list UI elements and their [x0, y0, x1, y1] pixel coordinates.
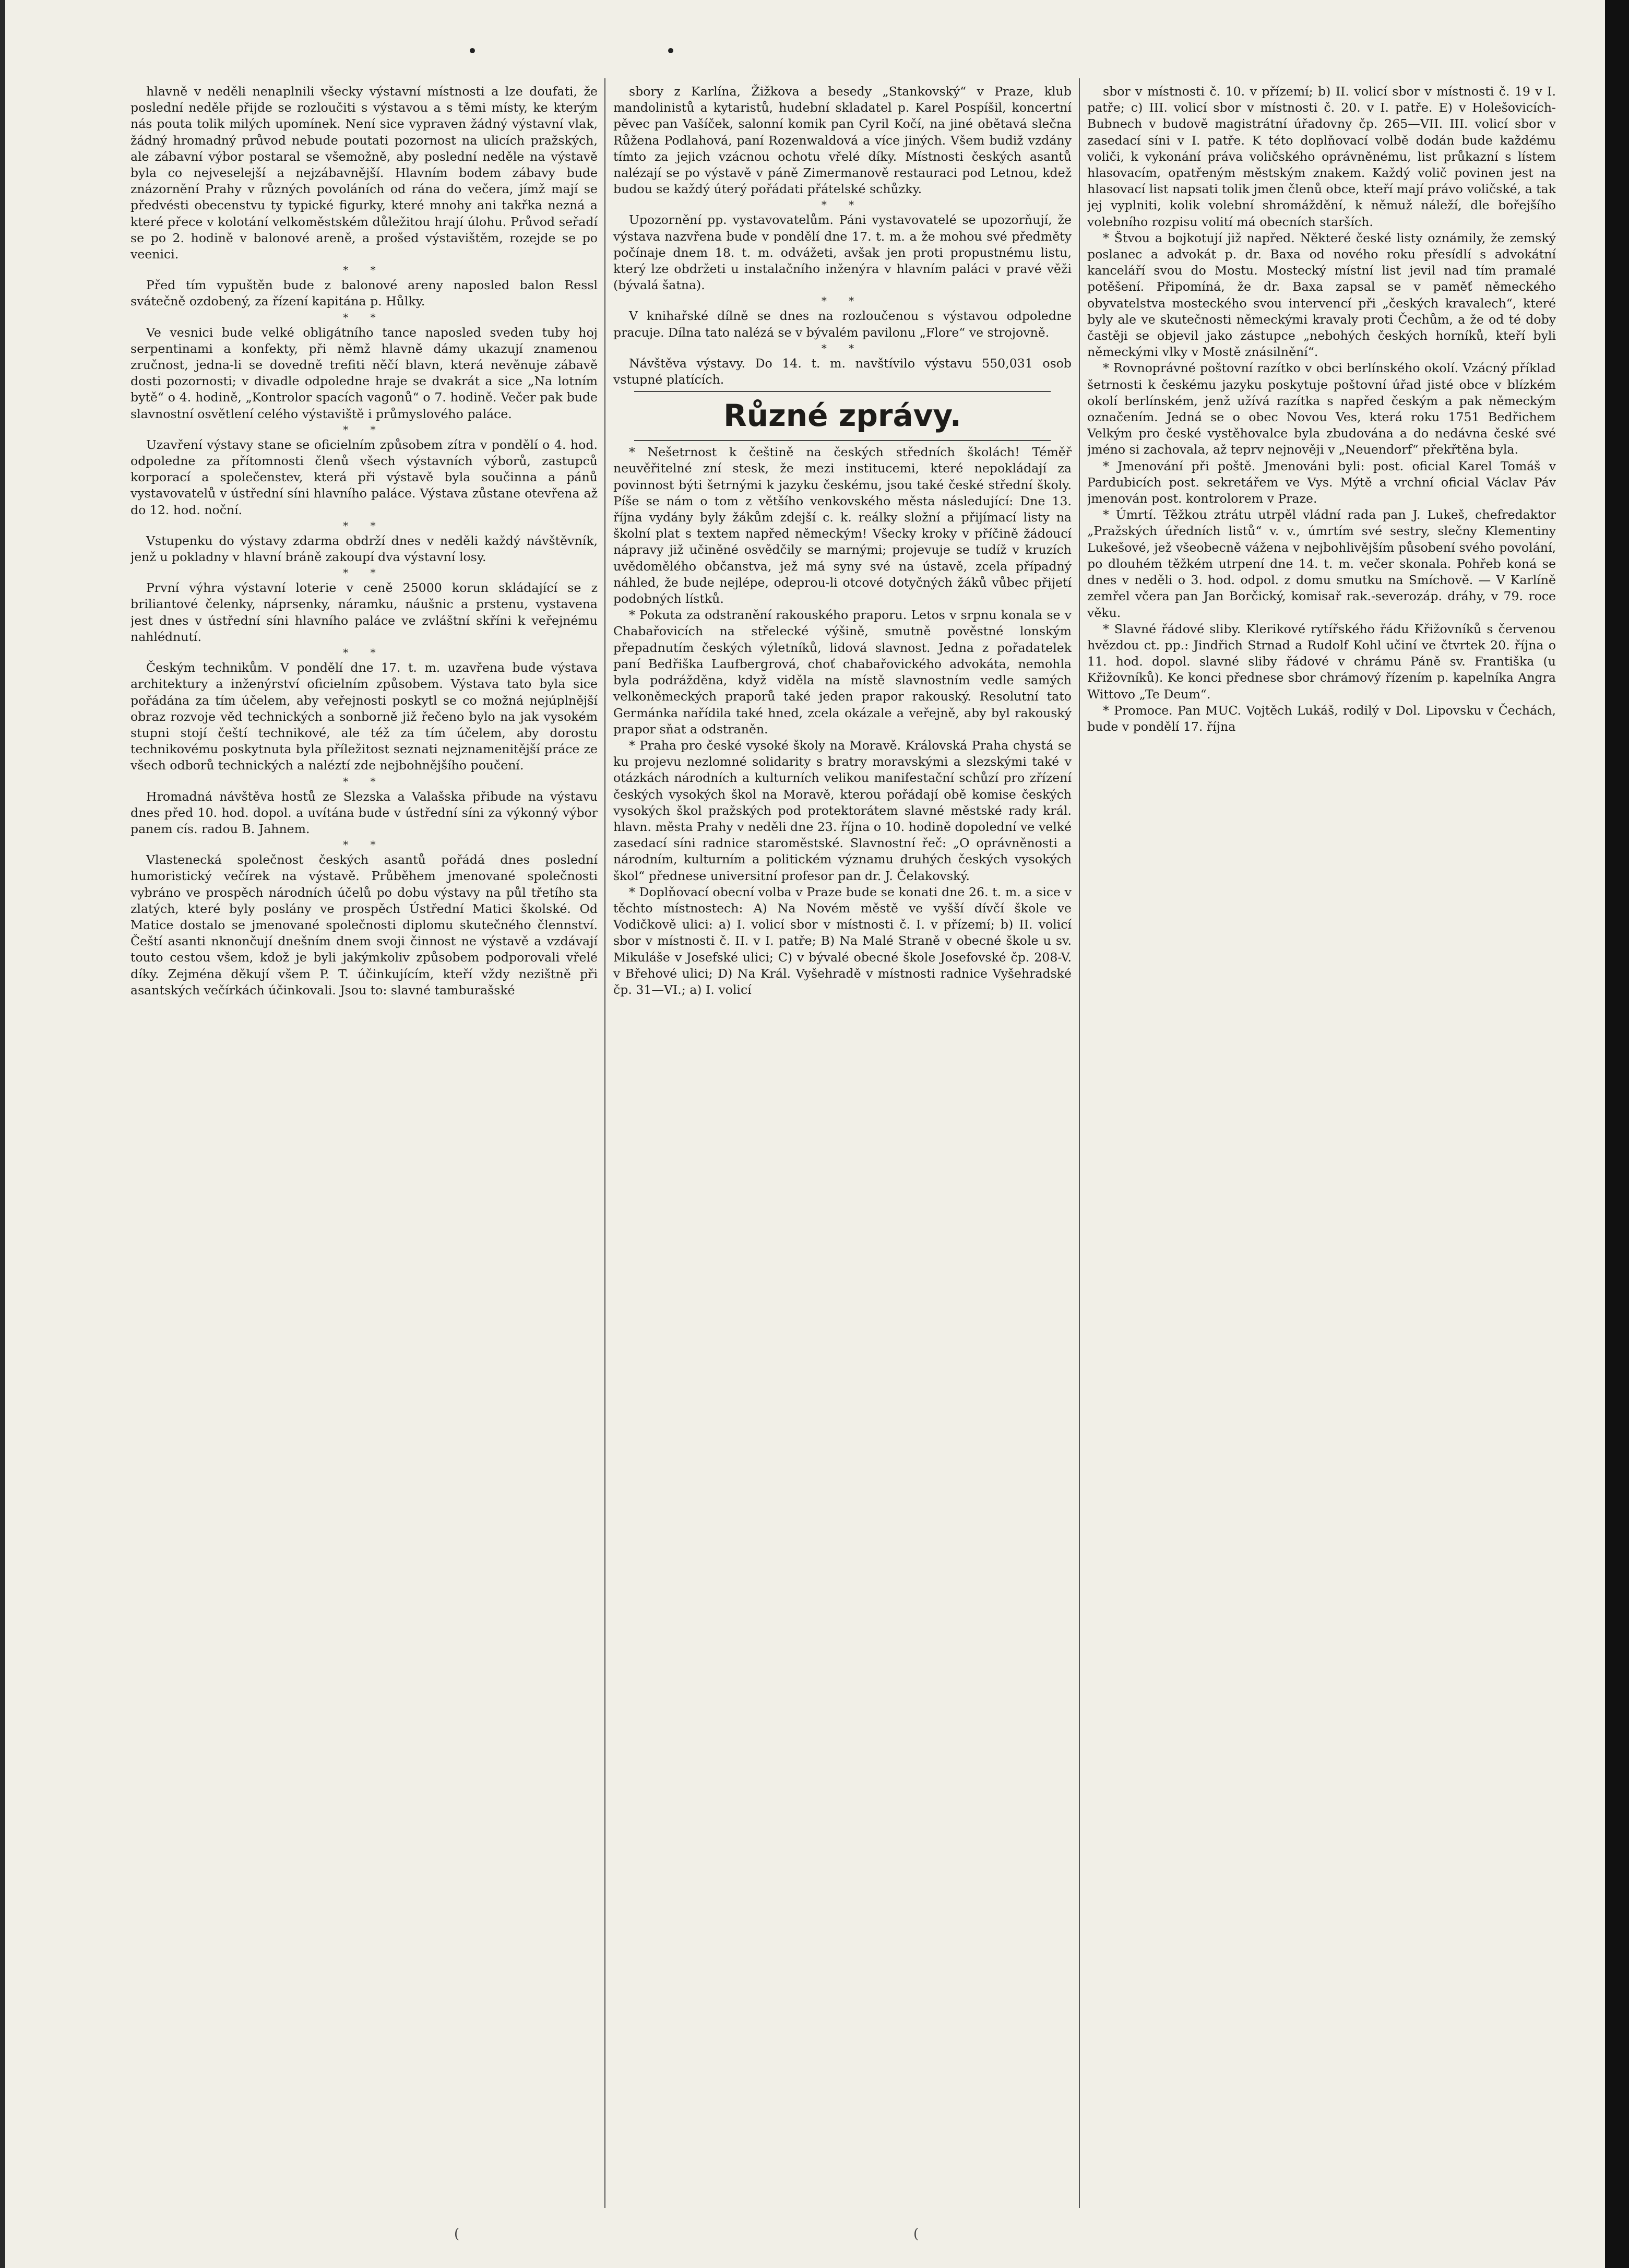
article-paragraph: * Štvou a bojkotují již napřed. Některé české listy oznámily, že zemský poslanec a advokát p. dr. Baxa od nového roku přesídlí s advokátní kanceláří svou do Mostu. Mostecký místní list jevil nad tím pramalé potěšení. Připomíná, že dr. Baxa zapsal se v paměť německého obyvatelstva mosteckého svou intervencí při „českých kravalech“, které byly ale ve skutečnosti německými kravaly proti Čechům, a že od té doby častěji se objevil jako zástupce „nebohých českých horníků, kteří byli německými vlky v Mostě znásilnění“.: [1087, 230, 1556, 360]
article-paragraph: * Promoce. Pan MUC. Vojtěch Lukáš, rodilý v Dol. Lipovsku v Čechách, bude v pondělí 17. října: [1087, 703, 1556, 734]
scan-edge-left: [0, 0, 5, 2268]
article-paragraph: Před tím vypuštěn bude z balonové areny naposled balon Ressl svátečně ozdobený, za řízení kapitána p. Hůlky.: [130, 278, 598, 309]
section-rule: [634, 391, 1051, 392]
article-paragraph: Ve vesnici bude velké obligátního tance naposled sveden tuby hoj serpentinami a konfekty, při němž hlavně dámy ukazují znamenou zručnost, jedna-li se dovedně trefiti něčí blavn, která nevěnuje zábavě dosti pozornosti; v divadle odpoledne hraje se dvakrát a sice „Na lotním bytě“ o 4. hodině, „Kontrolor spacích vagonů“ o 7. hodině. Večer pak bude slavnostní osvětlení celého výstaviště i průmyslového paláce.: [130, 325, 598, 421]
scan-dot-mark: [668, 48, 673, 53]
article-paragraph: Hromadná návštěva hostů ze Slezska a Valašska přibude na výstavu dnes před 10. hod. dopol. a uvítána bude v ústřední síni za výkonný výbor panem cís. radou B. Jahnem.: [130, 789, 598, 836]
article-paragraph: Upozornění pp. vystavovatelům. Páni vystavovatelé se upozorňují, že výstava nazvřena bude v pondělí dne 17. t. m. a že mohou své předměty počínaje dnem 18. t. m. odvážeti, avšak jen proti propustnému listu, který lze obdržeti u instalačního inženýra v hlavním paláci v pravé věži (bývalá šatna).: [613, 212, 1072, 293]
article-paragraph: sbory z Karlína, Žižkova a besedy „Stankovský“ v Praze, klub mandolinistů a kytaristů, hudební skladatel p. Karel Pospíšil, koncertní pěvec pan Vašíček, salonní komik pan Cyril Kočí, na jiné obětavá slečna Růžena Podlahová, paní Rozenwaldová a více jiných. Všem budiž vzdány tímto za jejich vzácnou ochotu vřelé díky. Místnosti českých asantů nalézají se po výstavě v páně Zimermanově restauraci pod Letnou, kdež budou se každý úterý pořádati přátelské schůzky.: [613, 84, 1072, 197]
column-3: [1087, 84, 1556, 2203]
column-divider: [1079, 78, 1080, 2208]
article-paragraph: První výhra výstavní loterie v ceně 25000 korun skládající se z briliantové čelenky, náprsenky, náramku, náušnic a prstenu, vystavena jest dnes v ústřední síni hlavního paláce ve zvláštní skříni k veřejnému nahlédnutí.: [130, 580, 598, 644]
scan-dot-mark: [470, 48, 475, 53]
article-paragraph: Návštěva výstavy. Do 14. t. m. navštívilo výstavu 550,031 osob vstupné platících.: [613, 355, 1072, 387]
article-paragraph: * Slavné řádové sliby. Klerikové rytířského řádu Křižovníků s červenou hvězdou ct. pp.: Jindřich Strnad a Rudolf Kohl učiní ve čtvrtek 20. října o 11. hod. dopol. slavné sliby řádové v chrámu Páně sv. Františka (u Křižovníků). Ke konci přednese sbor chrámový řízením p. kapelníka Angra Wittovo „Te Deum“.: [1087, 621, 1556, 702]
column-2: [613, 84, 1072, 2203]
article-paragraph: Českým technikům. V pondělí dne 17. t. m. uzavřena bude výstava architektury a inženýrství oficielním způsobem. Výstava tato byla sice pořádána za tím účelem, aby veřejnosti poskytl se co možná nejúplnější obraz rozvoje věd technických a sonborně již řečeno bylo na jak vysokém stupni stojí čeští technikové, ale též za tím účelem, aby dorostu technikovému poskytnuta byla příležitost seznati nejznamenitější práce ze všech odborů technických a naléztí zde nejbohnějšího poučení.: [130, 660, 598, 773]
article-paragraph: Uzavření výstavy stane se oficielním způsobem zítra v pondělí o 4. hod. odpoledne za přítomnosti členů všech výstavních výborů, zastupců korporací a společenstev, která při výstavě byla součinna a pánů vystavovatelů v ústřední síni hlavního paláce. Výstava zůstane otevřena až do 12. hod. noční.: [130, 437, 598, 517]
scan-edge-right: [1605, 0, 1629, 2268]
article-paragraph: Vstupenku do výstavy zdarma obdrží dnes v neděli každý návštěvník, jenž u pokladny v hlavní bráně zakoupí dva výstavní losy.: [130, 533, 598, 565]
article-paragraph: * Nešetrnost k češtině na českých středních školách! Téměř neuvěřitelné zní stesk, že mezi institucemi, které nepokládají za povinnost býti šetrnými k jazyku českému, jsou také české střední školy. Píše se nám o tom z většího venkovského města následující: Dne 13. října vydány byly žákům zdejší c. k. reálky složní a přijímací listy na školní plat s textem napřed německým! Všecky kroky v příčině žádoucí nápravy již učiněné osvědčily se marnými; projevuje se tudíž v kruzích uvědomělého občanstva, jež má syny své na ústavě, zcela případný náhled, že bude nejlépe, odeprou-li otcové dotyčných žáků vůbec přijetí podobných lístků.: [613, 445, 1072, 607]
scan-bottom-mark: (: [454, 2226, 460, 2242]
section-rule: [634, 440, 1051, 441]
article-paragraph: hlavně v neděli nenaplnili všecky výstavní místnosti a lze doufati, že poslední neděle přijde se rozloučiti s výstavou a s těmi místy, ke kterým nás pouta tolik milých upomínek. Není sice vypraven žádný výstavní vlak, žádný hromadný průvod nebude poutati pozornost na ulicích pražských, ale zábavní výbor postaral se všemožně, aby poslední neděle na výstavě byla co nejveselejší a nejzábavnější. Hlavním bodem zábavy bude znázornění Prahy v různých povoláních od rána do večera, jímž mají se předvésti obecenstvu ty typické figurky, které mnohy ani takřka nezná a které přece v kolotání velkoměstském důležitou hrají úlohu. Průvod seřadí se po 2. hodině v balonové areně, a prošed výstavištěm, rozejde se po veenici.: [130, 84, 598, 262]
column-divider: [604, 78, 605, 2208]
article-paragraph: * Jmenování při poště. Jmenováni byli: post. oficial Karel Tomáš v Pardubicích post. sekretářem ve Vys. Mýtě a vrchní oficial Václav Páv jmenován post. kontrolorem v Praze.: [1087, 458, 1556, 506]
article-paragraph: * Doplňovací obecní volba v Praze bude se konati dne 26. t. m. a sice v těchto místnostech: A) Na Novém městě ve vyšší dívčí škole ve Vodičkově ulici: a) I. volicí sbor v místnosti č. I. v přízemí; b) II. volicí sbor v místnosti č. II. v I. patře; B) Na Malé Straně v obecné škole u sv. Mikuláše v Josefské ulici; C) v bývalé obecné škole Josefovské čp. 208-V. v Břehové ulici; D) Na Král. Vyšehradě v místnosti radnice Vyšehradské čp. 31—VI.; a) I. volicí: [613, 884, 1072, 997]
article-paragraph: * Rovnoprávné poštovní razítko v obci berlínského okolí. Vzácný příklad šetrnosti k českému jazyku poskytuje poštovní úřad jisté obce v blízkém okolí berlínském, jenž užívá razítka s napřed českým a pak německým označením. Jedná se o obec Novou Ves, která roku 1751 Bedřichem Velkým pro české vystěhovalce byla zbudována a do nedávna české své jméno si zachovala, až teprv nejnověji v „Neuendorf“ překřtěna byla.: [1087, 361, 1556, 457]
separator-stars: * *: [343, 838, 385, 851]
column-1: [130, 84, 598, 2203]
separator-stars: * *: [343, 646, 385, 659]
article-paragraph: sbor v místnosti č. 10. v přízemí; b) II. volicí sbor v místnosti č. 19 v I. patře; c) III. volicí sbor v místnosti č. 20. v I. patře. E) v Holešovicích-Bubnech v budově magistrátní úřadovny čp. 265—VII. III. volicí sbor v zasedací síni v I. patře. K této doplňovací volbě dodán bude každému voliči, k vykonání práva voličského oprávněnému, list průkazní s lístem hlasovacím, opatřeným městským znakem. Každý volič povinen jest na hlasovací list napsati tolik jmen členů obce, kteří mají právo voličské, a tak jej vyplniti, kolik volební shromáždění, k němuž náleží, dle bořejšího volebního rozpisu volití má obecních starších.: [1087, 84, 1556, 229]
article-paragraph: * Úmrtí. Těžkou ztrátu utrpěl vládní rada pan J. Lukeš, chefredaktor „Pražských úředních listů“ v. v., úmrtím své sestry, slečny Klementiny Lukešové, jež všeobecně vážena v nejbohlivějším působení svého povolání, po dlouhém těžkém utrpení dne 14. t. m. večer skonala. Pohřeb koná se dnes v neděli o 3. hod. odpol. z domu smutku na Smíchově. — V Karlíně zemřel včera pan Jan Borčický, komisař rak.-severozáp. dráhy, v 79. roce věku.: [1087, 507, 1556, 620]
section-heading: Různé zprávy.: [723, 398, 961, 434]
separator-stars: * *: [821, 198, 864, 211]
article-paragraph: * Praha pro české vysoké školy na Moravě. Královská Praha chystá se ku projevu nezlomné solidarity s bratry moravskými a slezskými také v otázkách národních a kulturních velikou manifestační schůzí pro zřízení českých vysokých škol na Moravě, kterou pořádají obě komise českých vysokých škol pražských pod protektorátem slavné městské rady král. hlavn. města Prahy v neděli dne 23. října o 10. hodině dopolední ve velké zasedací síni radnice staroměstské. Slavnostní řeč: „O oprávněnosti a národním, kulturním a politickém významu druhých českých vysokých škol“ přednese universitní profesor pan dr. J. Čelakovský.: [613, 738, 1072, 883]
separator-stars: * *: [343, 423, 385, 436]
separator-stars: * *: [343, 264, 385, 277]
separator-stars: * *: [343, 566, 385, 579]
separator-stars: * *: [343, 775, 385, 788]
article-paragraph: * Pokuta za odstranění rakouského praporu. Letos v srpnu konala se v Chabařovicích na střelecké výšině, smutně pověstné lonským přepadnutím českých výletníků, lidová slavnost. Jedna z pořadatelek paní Bedřiška Laufbergrová, choť chabařovického advokáta, nemohla byla podrážděna, když viděla na místě slavnostním vedle samých velkoněmeckých praporů také jeden prapor rakouský. Resolutní tato Germánka nařídila také hned, zcela okázale a veřejně, aby byl rakouský prapor sňat a odstraněn.: [613, 608, 1072, 737]
article-paragraph: Vlastenecká společnost českých asantů pořádá dnes poslední humoristický večírek na výstavě. Průběhem jmenované společnosti vybráno ve prospěch národních účelů po dobu výstavy na půl třetího sta zlatých, které byly poslány ve prospěch Ústřední Matici školské. Od Matice dostalo se jmenované společnosti diplomu skutečného člennství. Čeští asanti nknončují dnešním dnem svoji činnost ne výstavě a vzdávají touto cestou všem, kdož je byli jakýmkoliv způsobem podporovali vřelé díky. Zejména děkují všem P. T. účinkujícím, kteří vždy nezištně při asantských večírkách účinkovali. Jsou to: slavné tamburašské: [130, 852, 598, 998]
article-paragraph: V knihařské dílně se dnes na rozloučenou s výstavou odpoledne pracuje. Dílna tato nalézá se v bývalém pavilonu „Flore“ ve strojovně.: [613, 308, 1072, 340]
separator-stars: * *: [821, 294, 864, 307]
separator-stars: * *: [821, 341, 864, 354]
separator-stars: * *: [343, 311, 385, 324]
separator-stars: * *: [343, 519, 385, 532]
scan-bottom-mark: (: [913, 2226, 919, 2242]
